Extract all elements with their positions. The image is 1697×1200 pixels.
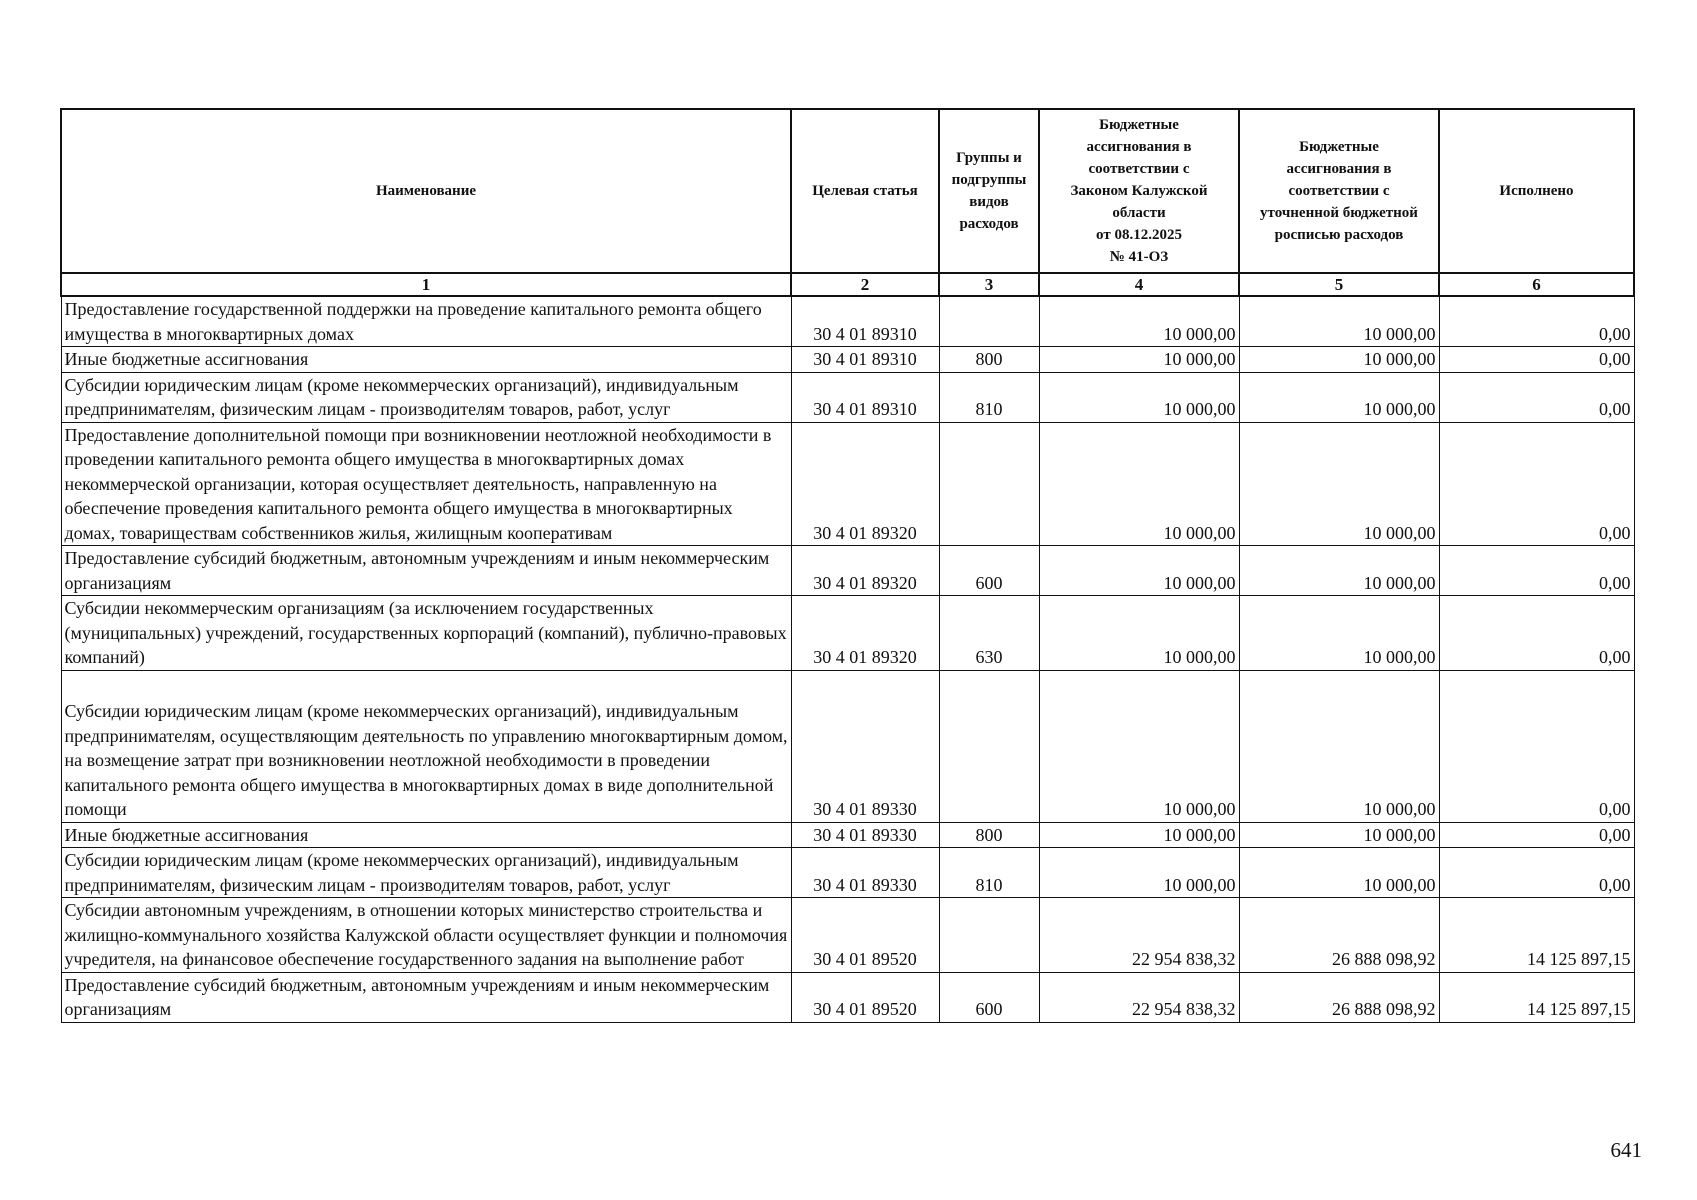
row-plan-amount: 10 000,00 xyxy=(1239,546,1439,596)
row-law-amount: 22 954 838,32 xyxy=(1039,898,1239,973)
row-name: Иные бюджетные ассигнования xyxy=(61,822,791,848)
header-revised-allocations xyxy=(1239,109,1439,273)
row-name: Предоставление субсидий бюджетным, автономным учреждениям и иным некоммерческим организациям xyxy=(61,972,791,1022)
row-expense-group: 800 xyxy=(939,822,1039,848)
budget-table xyxy=(60,108,1635,1023)
row-target-article: 30 4 01 89330 xyxy=(791,822,939,848)
row-law-amount: 22 954 838,32 xyxy=(1039,972,1239,1022)
column-number: 3 xyxy=(939,273,1039,296)
row-expense-group: 810 xyxy=(939,372,1039,422)
row-plan-amount: 10 000,00 xyxy=(1239,596,1439,671)
header-line: Законом Калужской xyxy=(1070,183,1208,199)
row-target-article: 30 4 01 89520 xyxy=(791,898,939,973)
row-name: Субсидии юридическим лицам (кроме некоммерческих организаций), индивидуальным предпринимателям, физическим лицам - производителям товаров, работ, услуг xyxy=(61,848,791,898)
column-number: 4 xyxy=(1039,273,1239,296)
table-row xyxy=(61,848,1634,898)
row-target-article: 30 4 01 89320 xyxy=(791,596,939,671)
table-row xyxy=(61,347,1634,373)
header-line: росписью расходов xyxy=(1274,227,1404,243)
table-row xyxy=(61,670,1634,822)
row-executed-amount: 0,00 xyxy=(1439,822,1634,848)
row-name: Субсидии автономным учреждениям, в отношении которых министерство строительства и жилищно-коммунального хозяйства Калужской области осуществляет функции и полномочия учредителя, на финансовое обеспечение государственного задания на выполнение работ xyxy=(61,898,791,973)
row-expense-group: 600 xyxy=(939,972,1039,1022)
table-body xyxy=(61,296,1634,1022)
row-name: Иные бюджетные ассигнования xyxy=(61,347,791,373)
row-expense-group xyxy=(939,898,1039,973)
row-name: Субсидии некоммерческим организациям (за исключением государственных (муниципальных) учреждений, государственных корпораций (компаний), публично-правовых компаний) xyxy=(61,596,791,671)
row-law-amount: 10 000,00 xyxy=(1039,848,1239,898)
header-line: ассигнования в xyxy=(1086,139,1192,155)
table-row xyxy=(61,422,1634,546)
column-number: 6 xyxy=(1439,273,1634,296)
row-target-article: 30 4 01 89310 xyxy=(791,347,939,373)
row-target-article: 30 4 01 89330 xyxy=(791,670,939,822)
row-expense-group xyxy=(939,296,1039,347)
table-header xyxy=(61,109,1634,296)
row-name: Предоставление государственной поддержки на проведение капитального ремонта общего имущества в многоквартирных домах xyxy=(61,296,791,347)
row-expense-group: 600 xyxy=(939,546,1039,596)
table-row xyxy=(61,546,1634,596)
row-executed-amount: 0,00 xyxy=(1439,422,1634,546)
row-executed-amount: 0,00 xyxy=(1439,596,1634,671)
table-row xyxy=(61,596,1634,671)
header-expense-groups: Группы и подгруппы видов расходов xyxy=(939,109,1039,273)
row-law-amount: 10 000,00 xyxy=(1039,296,1239,347)
header-line: Бюджетные xyxy=(1099,117,1179,133)
header-target-article: Целевая статья xyxy=(791,109,939,273)
header-line: ассигнования в xyxy=(1286,161,1392,177)
row-law-amount: 10 000,00 xyxy=(1039,372,1239,422)
row-law-amount: 10 000,00 xyxy=(1039,670,1239,822)
row-plan-amount: 10 000,00 xyxy=(1239,822,1439,848)
row-executed-amount: 0,00 xyxy=(1439,347,1634,373)
row-executed-amount: 0,00 xyxy=(1439,296,1634,347)
column-number: 1 xyxy=(61,273,791,296)
row-name: Субсидии юридическим лицам (кроме некоммерческих организаций), индивидуальным предпринимателям, осуществляющим деятельность по управлению многоквартирным домом, на возмещение затрат при возникновении неотложной необходимости в проведении капитального ремонта общего имущества в многоквартирных домах в виде дополнительной помощи xyxy=(61,670,791,822)
row-target-article: 30 4 01 89320 xyxy=(791,546,939,596)
row-executed-amount: 0,00 xyxy=(1439,848,1634,898)
table-row xyxy=(61,822,1634,848)
column-number: 5 xyxy=(1239,273,1439,296)
row-executed-amount: 0,00 xyxy=(1439,372,1634,422)
header-line: области xyxy=(1112,205,1166,221)
row-target-article: 30 4 01 89520 xyxy=(791,972,939,1022)
row-executed-amount: 0,00 xyxy=(1439,670,1634,822)
row-executed-amount: 14 125 897,15 xyxy=(1439,898,1634,973)
row-plan-amount: 26 888 098,92 xyxy=(1239,898,1439,973)
row-law-amount: 10 000,00 xyxy=(1039,822,1239,848)
table-row xyxy=(61,972,1634,1022)
row-plan-amount: 10 000,00 xyxy=(1239,347,1439,373)
table-row xyxy=(61,898,1634,973)
table-row xyxy=(61,296,1634,347)
row-plan-amount: 26 888 098,92 xyxy=(1239,972,1439,1022)
row-expense-group xyxy=(939,670,1039,822)
header-line: соответствии с xyxy=(1088,161,1190,177)
row-expense-group: 810 xyxy=(939,848,1039,898)
header-executed: Исполнено xyxy=(1439,109,1634,273)
row-plan-amount: 10 000,00 xyxy=(1239,422,1439,546)
row-target-article: 30 4 01 89310 xyxy=(791,296,939,347)
header-line: Бюджетные xyxy=(1299,139,1379,155)
row-target-article: 30 4 01 89330 xyxy=(791,848,939,898)
header-line: соответствии с xyxy=(1288,183,1390,199)
row-law-amount: 10 000,00 xyxy=(1039,347,1239,373)
row-executed-amount: 14 125 897,15 xyxy=(1439,972,1634,1022)
header-line: уточненной бюджетной xyxy=(1260,205,1418,221)
row-name: Предоставление субсидий бюджетным, автономным учреждениям и иным некоммерческим организациям xyxy=(61,546,791,596)
row-target-article: 30 4 01 89310 xyxy=(791,372,939,422)
column-number: 2 xyxy=(791,273,939,296)
row-plan-amount: 10 000,00 xyxy=(1239,372,1439,422)
row-name: Субсидии юридическим лицам (кроме некоммерческих организаций), индивидуальным предпринимателям, физическим лицам - производителям товаров, работ, услуг xyxy=(61,372,791,422)
row-name: Предоставление дополнительной помощи при возникновении неотложной необходимости в проведении капитального ремонта общего имущества в многоквартирных домах некоммерческой организации, которая осуществляет деятельность, направленную на обеспечение проведения капитального ремонта общего имущества в многоквартирных домах, товариществам собственников жилья, жилищным кооперативам xyxy=(61,422,791,546)
row-expense-group: 630 xyxy=(939,596,1039,671)
header-line: № 41-ОЗ xyxy=(1109,249,1169,265)
row-plan-amount: 10 000,00 xyxy=(1239,670,1439,822)
header-line: от 08.12.2025 xyxy=(1096,227,1182,243)
row-law-amount: 10 000,00 xyxy=(1039,422,1239,546)
header-name: Наименование xyxy=(61,109,791,273)
budget-table-sheet xyxy=(60,108,1633,1023)
table-row xyxy=(61,372,1634,422)
header-law-allocations xyxy=(1039,109,1239,273)
row-target-article: 30 4 01 89320 xyxy=(791,422,939,546)
page-number: 641 xyxy=(1610,1138,1642,1162)
row-law-amount: 10 000,00 xyxy=(1039,546,1239,596)
row-expense-group: 800 xyxy=(939,347,1039,373)
row-plan-amount: 10 000,00 xyxy=(1239,848,1439,898)
row-law-amount: 10 000,00 xyxy=(1039,596,1239,671)
row-executed-amount: 0,00 xyxy=(1439,546,1634,596)
row-plan-amount: 10 000,00 xyxy=(1239,296,1439,347)
row-expense-group xyxy=(939,422,1039,546)
